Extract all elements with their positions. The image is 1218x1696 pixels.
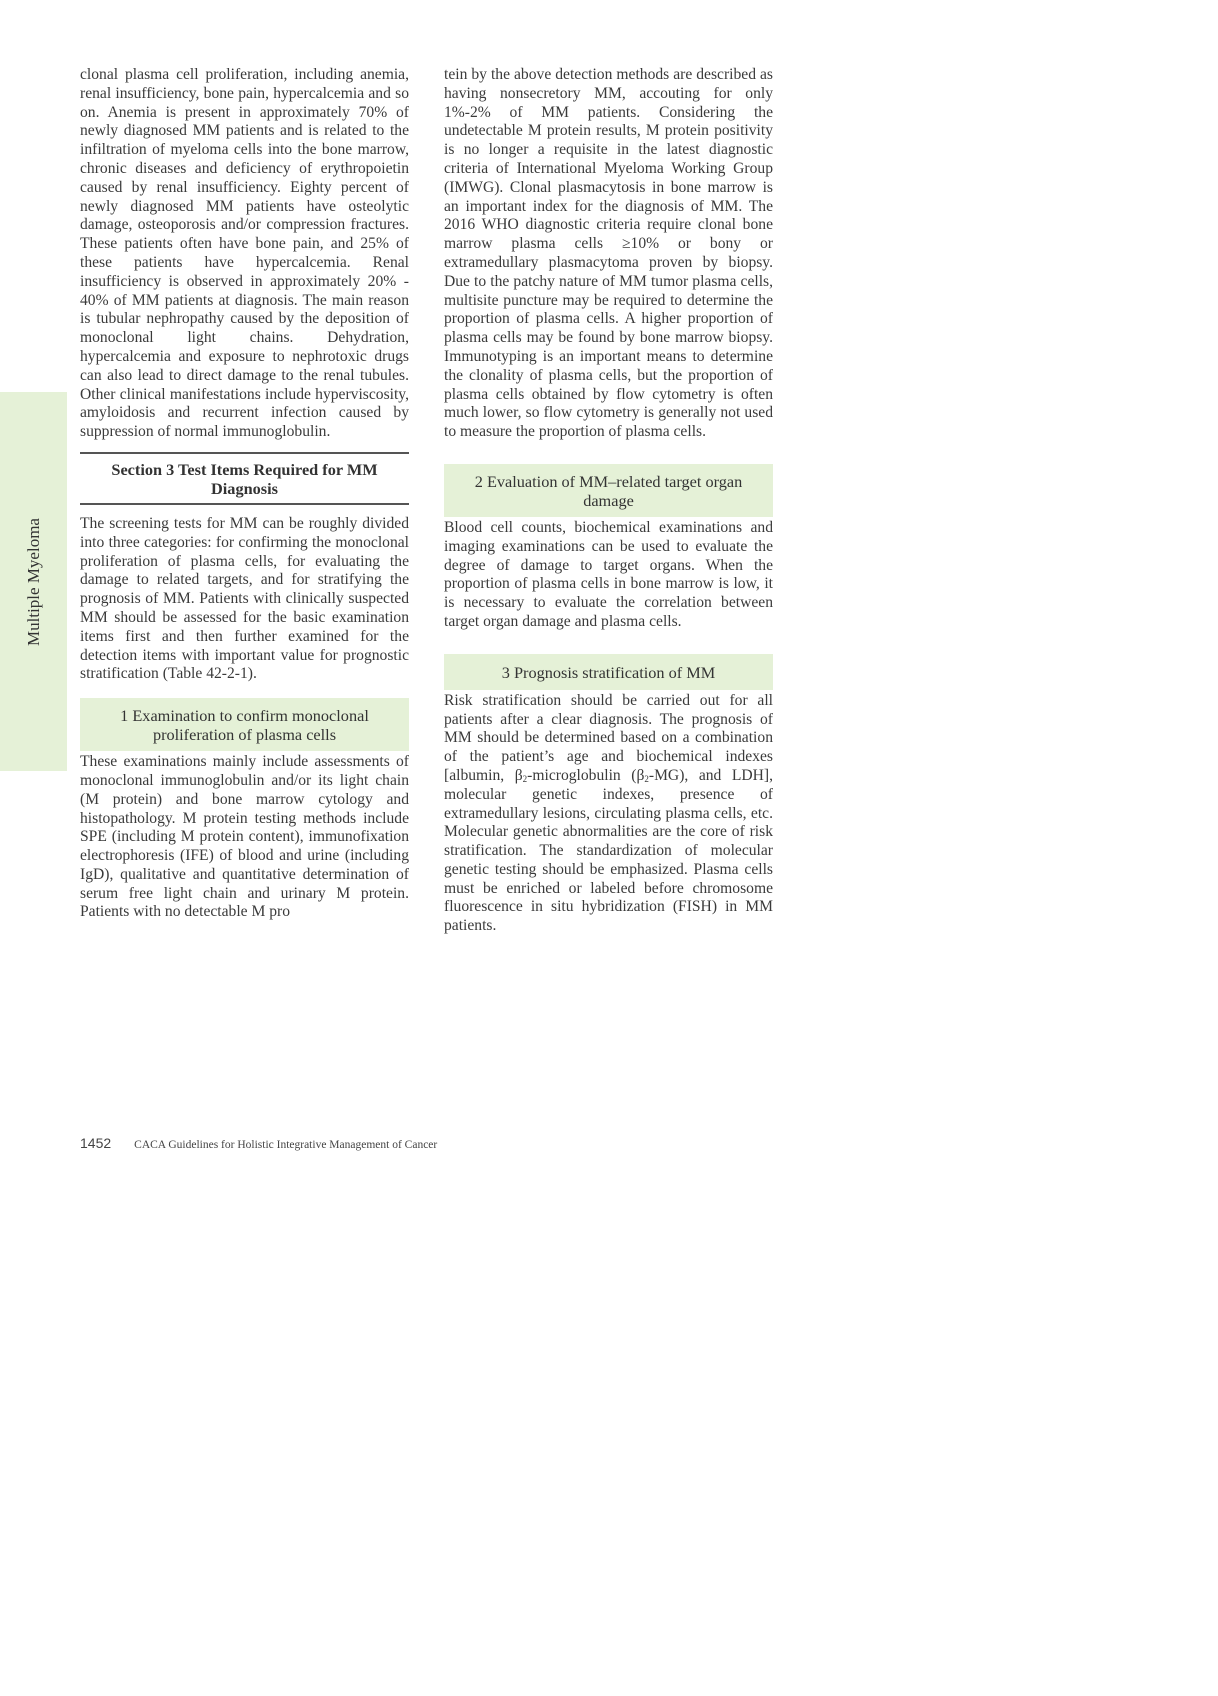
section-heading: Section 3 Test Items Required for MM Diagnosis xyxy=(80,452,409,505)
subheading-monoclonal-proliferation: 1 Examination to confirm monoclonal proliferation of plasma cells xyxy=(80,698,409,751)
subheading-target-organ-damage: 2 Evaluation of MM–related target organ damage xyxy=(444,464,773,517)
chapter-side-tab-label: Multiple Myeloma xyxy=(23,517,43,646)
subscript-2: 2 xyxy=(644,773,649,784)
paragraph-m-protein-tests: These examinations mainly include assessments of monoclonal immunoglobulin and/or its light chain (M protein) and bone marrow cytology and histopathology. M protein testing methods include SPE (including M protein content), immunofixation electrophoresis (IFE) of blood and urine (including IgD), qualitative and quantitative determination of serum free light chain and urinary M protein. Patients with no detectable M pro xyxy=(80,753,409,921)
risk-text-a: Risk stratification should be carried out for all patients after a clear diagnosis. The prognosis of MM should be determined based on a combination of the patient’s age and biochemical indexes [albumin, β xyxy=(444,691,773,784)
risk-text-c: -MG), and LDH], molecular genetic indexes, presence of extramedullary lesions, circulating plasma cells, etc. Molecular genetic abnormalities are the core of risk stratification. The standardization of molecular genetic testing should be emphasized. Plasma cells must be enriched or labeled before chromosome fluorescence in situ hybridization (FISH) in MM patients. xyxy=(444,766,773,935)
subheading-prognosis-stratification: 3 Prognosis stratification of MM xyxy=(444,654,773,690)
page-number: 1452 xyxy=(80,1135,112,1151)
book-title: CACA Guidelines for Holistic Integrative Management of Cancer xyxy=(134,1139,438,1151)
left-column xyxy=(80,66,409,922)
paragraph-screening-tests: The screening tests for MM can be roughly divided into three categories: for confirming the monoclonal proliferation of plasma cells, for evaluating the damage to related targets, and for stratifying the prognosis of MM. Patients with clinically suspected MM should be assessed for the basic examination items first and then further examined for the detection items with important value for prognostic stratification (Table 42-2-1). xyxy=(80,514,409,683)
risk-text-b: -microglobulin (β xyxy=(527,766,645,784)
chapter-side-tab xyxy=(0,392,67,771)
paragraph-nonsecretory-mm: tein by the above detection methods are described as having nonsecretory MM, accouting for only 1%-2% of MM patients. Considering the undetectable M protein results, M protein positivity is no longer a requisite in the latest diagnostic criteria of International Myeloma Working Group (IMWG). Clonal plasmacytosis in bone marrow is an important index for the diagnosis of MM. The 2016 WHO diagnostic criteria require clonal bone marrow plasma cells ≥10% or bony or extramedullary plasmacytoma proven by biopsy. Due to the patchy nature of MM tumor plasma cells, multisite puncture may be required to determine the proportion of plasma cells. A higher proportion of plasma cells may be found by bone marrow biopsy. Immunotyping is an important means to determine the clonality of plasma cells, but the proportion of plasma cells obtained by flow cytometry is often much lower, so flow cytometry is generally not used to measure the proportion of plasma cells. xyxy=(444,66,773,441)
subscript-2: 2 xyxy=(522,773,528,784)
paragraph-target-organ-evaluation: Blood cell counts, biochemical examinations and imaging examinations can be used to evaluate the degree of damage to target organs. When the proportion of plasma cells in bone marrow is low, it is necessary to evaluate the correlation between target organ damage and plasma cells. xyxy=(444,518,773,630)
page-footer xyxy=(80,1135,437,1152)
paragraph-clinical-manifestations: clonal plasma cell proliferation, including anemia, renal insufficiency, bone pain, hypercalcemia and so on. Anemia is present in approximately 70% of newly diagnosed MM patients and is related to the infiltration of myeloma cells into the bone marrow, chronic diseases and deficiency of erythropoietin caused by renal insufficiency. Eighty percent of newly diagnosed MM patients have osteolytic damage, osteoporosis and/or compression fractures. These patients often have bone pain, and 25% of these patients have hypercalcemia. Renal insufficiency is observed in approximately 20% - 40% of MM patients at diagnosis. The main reason is tubular nephropathy caused by the deposition of monoclonal light chains. Dehydration, hypercalcemia and exposure to nephrotoxic drugs can also lead to direct damage to the renal tubules. Other clinical manifestations include hyperviscosity, amyloidosis and recurrent infection caused by suppression of normal immunoglobulin. xyxy=(80,66,409,441)
right-column xyxy=(444,66,773,936)
paragraph-risk-stratification xyxy=(444,692,773,936)
